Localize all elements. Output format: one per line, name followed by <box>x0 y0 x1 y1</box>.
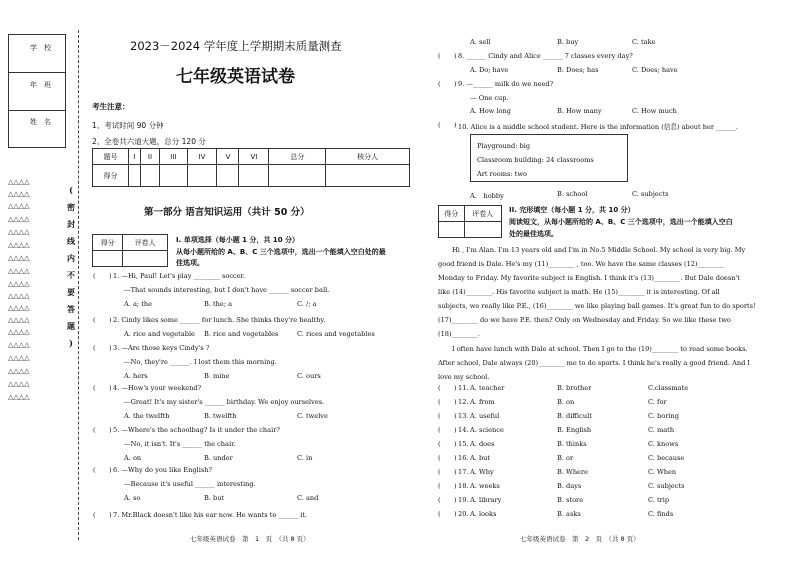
q16-option-a: A. but <box>470 454 491 462</box>
q1-option-b: B. the; a <box>204 300 233 308</box>
q17-option-number: 17. <box>458 468 469 476</box>
question-6-stem: 6. —Why do you like English? <box>113 466 213 474</box>
passage-line: I often have lunch with Dale at school. Then I go to the (19)________ to read some books. <box>452 345 748 353</box>
decorative-triangles: △△△△ <box>8 202 30 210</box>
q12-option-number: 12. <box>458 398 469 406</box>
seal-char: 不 <box>67 270 75 280</box>
seal-line <box>78 30 79 540</box>
score-cell[interactable] <box>217 165 239 187</box>
info-art-rooms: Art rooms: two <box>477 170 527 178</box>
q13-answer-paren: ) <box>454 412 457 420</box>
question-3-stem: 3. —Are those keys Cindy's ? <box>113 344 210 352</box>
q6-option-a: A. so <box>124 494 141 502</box>
q20-answer-paren: ( <box>438 510 441 518</box>
q5-option-b: B. under <box>204 454 233 462</box>
q10-option-a: A. hobby <box>470 192 504 200</box>
question-4-stem: 4. —How's your weekend? <box>113 384 202 392</box>
q6-option-c: C. and <box>297 494 319 502</box>
grader-score-label: 得分 <box>93 235 123 251</box>
paper-title: 七年级英语试卷 <box>176 67 295 87</box>
score-cell[interactable] <box>239 165 269 187</box>
passage-line: like (14)________. His favorite subject is math. He (15)________ it is interesting. Of all <box>438 288 720 296</box>
decorative-triangles: △△△△ <box>8 316 30 324</box>
score-table <box>92 148 410 187</box>
q4-option-c: C. twelve <box>297 412 328 420</box>
passage-line: love my school. <box>438 373 490 381</box>
q15-answer-paren: ) <box>454 440 457 448</box>
answer-paren: ) <box>109 272 112 280</box>
decorative-triangles: △△△△ <box>8 354 30 362</box>
q14-option-c: C. math <box>648 426 675 434</box>
answer-paren: ( <box>438 121 441 129</box>
decorative-triangles: △△△△ <box>8 215 30 223</box>
info-divider-1 <box>8 72 66 73</box>
seal-char: ( <box>69 185 73 195</box>
grader-score-cell[interactable] <box>93 251 123 267</box>
q15-option-c: C. knows <box>648 440 679 448</box>
score-header: V <box>217 149 239 165</box>
q20-option-a: A. looks <box>470 510 497 518</box>
score-row-label: 得分 <box>93 165 129 187</box>
q14-option-a: A. science <box>470 426 504 434</box>
question-5-reply: —No, it isn't. It's ______ the chair. <box>124 440 236 448</box>
score-header: 核分人 <box>326 149 410 165</box>
q20-option-c: C. finds <box>648 510 674 518</box>
q17-answer-paren: ( <box>438 468 441 476</box>
q1-option-a: A. a; the <box>124 300 153 308</box>
q3-option-b: B. mine <box>204 372 230 380</box>
grader-box-1 <box>92 234 168 267</box>
q4-option-a: A. the twelfth <box>124 412 170 420</box>
grader-name-label: 评卷人 <box>464 206 501 222</box>
info-field-class: 年 班 <box>30 81 51 89</box>
q12-option-a: A. from <box>470 398 495 406</box>
q13-option-number: 13. <box>458 412 469 420</box>
info-field-name: 姓 名 <box>30 118 51 126</box>
q13-option-b: B. difficult <box>557 412 592 420</box>
grader-name-cell[interactable] <box>464 222 501 238</box>
grader-score-label: 得分 <box>439 206 465 222</box>
question-3-reply: —No, they're ______. I lost them this morning. <box>124 358 277 366</box>
q16-option-c: C. because <box>648 454 685 462</box>
q14-option-number: 14. <box>458 426 469 434</box>
seal-char: 线 <box>67 236 75 246</box>
decorative-triangles: △△△△ <box>8 190 30 198</box>
q2-option-b: B. rice and vegetables <box>204 330 279 338</box>
answer-paren: ) <box>454 80 457 88</box>
question-1-stem: 1. —Hi, Paul! Let's play ________ soccer. <box>113 272 246 280</box>
q19-option-a: A. library <box>470 496 502 504</box>
q18-option-a: A. weeks <box>470 482 500 490</box>
score-cell[interactable] <box>326 165 410 187</box>
info-divider-2 <box>8 110 66 111</box>
page2-footer: 七年级英语试卷 第 2 页 （共 8 页） <box>520 535 640 543</box>
passage-line: After school, Dale always (20)________ me to do sports. I think he's really a good friend. And I <box>438 359 751 367</box>
q17-option-c: C. When <box>648 468 677 476</box>
q12-answer-paren: ( <box>438 398 441 406</box>
answer-paren: ) <box>109 466 112 474</box>
q12-option-c: C. for <box>648 398 667 406</box>
grader-name-label: 评卷人 <box>123 235 168 251</box>
question-5-stem: 5. —Where's the schoolbag? Is it under the chair? <box>113 426 280 434</box>
decorative-triangles: △△△△ <box>8 304 30 312</box>
passage-line: (17)________ do we have P.E. then? Only on Wednesday and Friday. So we like these two <box>438 316 731 324</box>
question-2-stem: 2. Cindy likes some ______ for lunch. She thinks they're healthy. <box>113 316 326 324</box>
decorative-triangles: △△△△ <box>8 292 30 300</box>
info-classroom: Classroom building: 24 classrooms <box>477 156 594 164</box>
passage-line: Monday to Friday. My favorite subject is English. I think it's (13)________. But Dale doesn't <box>438 274 740 282</box>
score-header: VI <box>239 149 269 165</box>
answer-paren: ( <box>93 272 96 280</box>
q17-option-a: A. Why <box>470 468 494 476</box>
question-9-stem: 9. —______ milk do we need? <box>458 80 554 88</box>
answer-paren: ) <box>109 384 112 392</box>
question-8-stem: 8. ______ Cindy and Alice ______ 7 classes every day? <box>458 52 633 60</box>
q17-option-b: B. Where <box>557 468 589 476</box>
score-header: 题号 <box>93 149 129 165</box>
q8-option-b: B. Does; has <box>557 66 599 74</box>
q15-option-b: B. thinks <box>557 440 587 448</box>
section2-heading: II. 完形填空（每小题 1 分，共 10 分） <box>509 206 635 214</box>
q15-answer-paren: ( <box>438 440 441 448</box>
seal-char: 题 <box>67 321 75 331</box>
score-header: III <box>160 149 187 165</box>
exam-title: 2023－2024 学年度上学期期末质量测查 <box>130 39 342 53</box>
seal-warning <box>66 182 76 352</box>
q13-option-a: A. useful <box>470 412 500 420</box>
answer-paren: ) <box>109 426 112 434</box>
decorative-triangles: △△△△ <box>8 328 30 336</box>
q19-answer-paren: ( <box>438 496 441 504</box>
answer-paren: ( <box>93 426 96 434</box>
notice-heading: 考生注意： <box>92 102 130 111</box>
q20-answer-paren: ) <box>454 510 457 518</box>
score-header: 总分 <box>269 149 326 165</box>
q13-option-c: C. boring <box>648 412 679 420</box>
q9-option-b: B. How many <box>557 107 602 115</box>
decorative-triangles: △△△△ <box>8 228 30 236</box>
question-9-reply: — One cup. <box>470 94 509 102</box>
q20-option-number: 20. <box>458 510 469 518</box>
question-1-reply: —That sounds interesting, but I don't have ______ soccer ball. <box>124 286 330 294</box>
answer-paren: ( <box>93 384 96 392</box>
q4-option-b: B. twelfth <box>204 412 237 420</box>
score-cell[interactable] <box>187 165 217 187</box>
info-field-school: 学 校 <box>30 44 51 52</box>
notice-score: 2、全卷共六道大题，总分 120 分 <box>92 137 206 146</box>
seal-char: 密 <box>67 202 75 212</box>
q3-option-c: C. ours <box>297 372 321 380</box>
decorative-triangles: △△△△ <box>8 393 30 401</box>
q2-option-c: C. rices and vegetables <box>297 330 375 338</box>
grader-score-cell[interactable] <box>439 222 465 238</box>
page1-footer: 七年级英语试卷 第 1 页 （共 8 页） <box>190 535 310 543</box>
section2-instructions-1: 阅读短文，从每小题所给的 A、B、C 三个选项中，选出一个能填入空白 <box>509 218 733 226</box>
q7-option-a: A. sell <box>470 38 491 46</box>
q2-option-a: A. rice and vegetable <box>124 330 195 338</box>
q12-answer-paren: ) <box>454 398 457 406</box>
passage-line: (18)________. <box>438 330 481 338</box>
passage-line: subjects, we really like P.E., (16)________ we like playing ball games. It's great fun to do sports! <box>438 302 756 310</box>
decorative-triangles: △△△△ <box>8 380 30 388</box>
question-6-reply: —Because it's useful ______ interesting. <box>124 480 256 488</box>
answer-paren: ( <box>93 344 96 352</box>
answer-paren: ( <box>93 466 96 474</box>
answer-paren: ) <box>109 511 112 519</box>
grader-box-2 <box>438 205 502 238</box>
seal-char: 内 <box>67 253 75 263</box>
q7-option-c: C. take <box>632 38 656 46</box>
q5-option-a: A. on <box>124 454 142 462</box>
part-title: 第一部分 语言知识运用（共计 50 分） <box>144 207 310 218</box>
seal-char: 封 <box>67 219 75 229</box>
answer-paren: ) <box>109 344 112 352</box>
answer-paren: ) <box>109 316 112 324</box>
q13-answer-paren: ( <box>438 412 441 420</box>
q11-option-c: C.classmate <box>648 384 689 392</box>
q11-option-b: B. brother <box>557 384 592 392</box>
q9-option-a: A. How long <box>470 107 511 115</box>
q10-option-c: C. subjects <box>632 190 669 198</box>
q11-option-a: A. teacher <box>470 384 505 392</box>
decorative-triangles: △△△△ <box>8 267 30 275</box>
q14-option-b: B. English <box>557 426 592 434</box>
question-7-stem: 7. Mr.Black doesn't like his ear now. He wants to ______ it. <box>113 511 308 519</box>
q5-option-c: C. in <box>297 454 313 462</box>
score-cell[interactable] <box>140 165 160 187</box>
q11-answer-paren: ) <box>454 384 457 392</box>
decorative-triangles: △△△△ <box>8 178 30 186</box>
score-header: IV <box>187 149 217 165</box>
q18-option-b: B. days <box>557 482 582 490</box>
notice-time: 1、考试时间 90 分钟 <box>92 121 164 130</box>
q18-option-c: C. subjects <box>648 482 685 490</box>
seal-char: 答 <box>67 304 75 314</box>
q14-answer-paren: ) <box>454 426 457 434</box>
score-cell[interactable] <box>269 165 326 187</box>
q15-option-number: 15. <box>458 440 469 448</box>
q11-answer-paren: ( <box>438 384 441 392</box>
q17-answer-paren: ) <box>454 468 457 476</box>
answer-paren: ) <box>454 121 457 129</box>
q20-option-b: B. asks <box>557 510 581 518</box>
q1-option-c: C. /; a <box>297 300 317 308</box>
q16-option-b: B. or <box>557 454 574 462</box>
decorative-triangles: △△△△ <box>8 241 30 249</box>
q16-option-number: 16. <box>458 454 469 462</box>
score-cell[interactable] <box>160 165 187 187</box>
q15-option-a: A. does <box>470 440 495 448</box>
decorative-triangles: △△△△ <box>8 280 30 288</box>
q16-answer-paren: ) <box>454 454 457 462</box>
score-header: II <box>140 149 160 165</box>
q9-option-c: C. How much <box>632 107 677 115</box>
answer-paren: ( <box>93 511 96 519</box>
decorative-triangles: △△△△ <box>8 254 30 262</box>
q19-option-b: B. store <box>557 496 584 504</box>
answer-paren: ) <box>454 52 457 60</box>
q7-option-b: B. buy <box>557 38 579 46</box>
q10-option-b: B. school <box>557 190 588 198</box>
answer-paren: ( <box>93 316 96 324</box>
info-playground: Playground: big <box>477 142 531 150</box>
q18-answer-paren: ) <box>454 482 457 490</box>
answer-paren: ( <box>438 80 441 88</box>
q6-option-b: B. but <box>204 494 225 502</box>
q3-option-a: A. hers <box>124 372 148 380</box>
q14-answer-paren: ( <box>438 426 441 434</box>
q18-answer-paren: ( <box>438 482 441 490</box>
section1-heading: I. 单项选择（每小题 1 分，共 10 分） <box>176 236 300 244</box>
passage-line: Hi , I'm Alan. I'm 13 years old and I'm in No.5 Middle School. My school is very big. My <box>452 246 746 254</box>
score-header: I <box>129 149 141 165</box>
seal-char: ) <box>69 338 73 348</box>
passage-line: good friend is Dale. He's my (11)________ , too. We have the same classes (12)________ <box>438 260 724 268</box>
section2-instructions-2: 处的最佳选项。 <box>509 230 558 238</box>
answer-paren: ( <box>438 52 441 60</box>
decorative-triangles: △△△△ <box>8 341 30 349</box>
q19-answer-paren: ) <box>454 496 457 504</box>
grader-name-cell[interactable] <box>123 251 168 267</box>
q12-option-b: B. on <box>557 398 575 406</box>
section1-instructions: 从每小题所给的 A、B、C 三个选项中，选出一个能填入空白处的最佳选项。 <box>176 248 386 267</box>
q19-option-c: C. trip <box>648 496 670 504</box>
question-4-reply: —Great! It's my sister's ______ birthday. We enjoy ourselves. <box>124 398 325 406</box>
info-label-column <box>8 34 30 148</box>
q18-option-number: 18. <box>458 482 469 490</box>
q19-option-number: 19. <box>458 496 469 504</box>
q8-option-c: C. Does; have <box>632 66 678 74</box>
q16-answer-paren: ( <box>438 454 441 462</box>
seal-char: 要 <box>67 287 75 297</box>
question-10-stem: 10. Alice is a middle school student. Here is the information (信息) about her ______. <box>458 123 739 131</box>
q8-option-a: A. Do; have <box>470 66 509 74</box>
q11-option-number: 11. <box>458 384 469 392</box>
score-cell[interactable] <box>129 165 141 187</box>
decorative-triangles: △△△△ <box>8 367 30 375</box>
